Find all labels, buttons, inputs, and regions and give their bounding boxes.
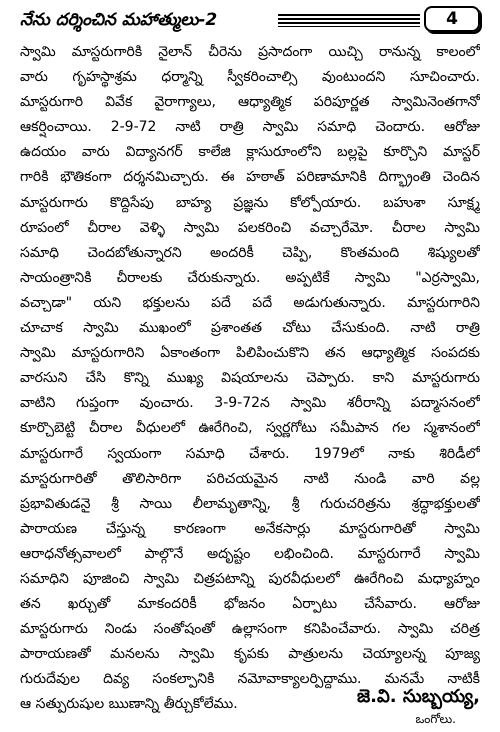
body-line: సమాధి చెందబోతున్నారని అందరికీ చెప్పి, కొంతమంది శిష్యులతో — [20, 244, 480, 261]
body-line: పారాయణతో మనలను స్వామి కృపకు పాత్రులను చెయ్యాలన్న పూజ్య — [20, 646, 480, 663]
body-line: సాయంత్రానికి చీరాలకు చేరుకున్నారు. అప్పటికే స్వామి "ఎర్రస్వామి, — [20, 269, 480, 286]
body-line: మాస్టరుగారితో తొలిసారిగా పరిచయమైన నాటి నుండి వారి వల్ల — [20, 470, 480, 487]
body-line: మాస్టరుగారే స్వయంగా సమాధి చేశారు. 1979లో నాకు శిరిడీలో — [20, 445, 480, 462]
page-number-badge: 4 — [424, 6, 480, 32]
body-line: వచ్చాడా" యని భక్తులను పదే పదే అడుగుతున్నారు. మాస్టరుగారిని — [20, 294, 480, 311]
body-line: వారసుని చేసి కొన్ని ముఖ్య విషయాలను చెప్పారు. కాని మాస్టరుగారు — [20, 370, 480, 387]
body-line: వాటిని గుప్తంగా వుంచారు. 3-9-72న స్వామి శరీరాన్ని పద్మాసనంలో — [20, 395, 480, 412]
body-line: వారు గృహస్థాశ్రమ ధర్మాన్ని స్వీకరించాల్సి వుంటుందని సూచించారు. — [20, 69, 480, 86]
body-line: మాస్టరుగారు నిండు సంతోషంతో ఉల్లాసంగా కనిపించేవారు. స్వామి చరిత్ర — [20, 621, 480, 638]
body-line: కూర్చొబెట్టి చీరాల వీధులలో ఊరేగించి, స్వర్ణగోటు సమీపాన గల స్మశానంలో — [20, 420, 480, 437]
body-line: స్వామి మాస్టరుగారిని ఏకాంతంగా పిలిపించుకొని తన ఆధ్యాత్మిక సంపదకు — [20, 345, 480, 362]
page-header — [20, 6, 482, 36]
body-line: రూపంలో చీరాల వెళ్ళి స్వామి పలకరించి వచ్చారేమో. చీరాల స్వామి — [20, 219, 480, 236]
body-line: సమాధిని పూజించి స్వామి చిత్రపటాన్ని పురవీధులలో ఊరేగించి మధ్యాహ్నం — [20, 570, 480, 587]
body-line: పారాయణ చేస్తున్న కారణంగా అనేకసార్లు మాస్టరుగారితో స్వామి — [20, 520, 480, 537]
body-line: ప్రభావితుడనై శ్రీ సాయి లీలామృతాన్ని, శ్రీ గురుచరిత్రను శ్రద్ధాభక్తులతో — [20, 495, 480, 512]
body-line: ఆ సత్పురుషుల ఋణాన్ని తీర్చుకోలేము. — [20, 696, 238, 713]
header-title: నేను దర్శించిన మహాత్ములు-2 — [20, 10, 218, 30]
article-body — [20, 40, 480, 718]
body-line: ఆరాధనోత్సవాలలో పాల్గొనే అదృష్టం లభించింది. మాస్టరుగారే స్వామి — [20, 545, 480, 562]
body-line: గారికి భౌతికంగా దర్శనమిచ్చారు. ఈ హఠాత్ పరిణామానికి దిగ్భ్రాంతి చెందిన — [20, 169, 480, 186]
author-place: ఒంగోలు. — [415, 712, 456, 726]
body-line: తన ఖర్చుతో మాకందరికీ భోజనం ఏర్పాటు చేసేవారు. ఆరోజు — [20, 596, 480, 613]
author-signature: జె.వి. సుబ్బయ్య, — [357, 686, 480, 707]
body-line: మాస్టరుగారి వివేక వైరాగ్యాలు, ఆధ్యాత్మిక పరిపూర్ణత స్వామినెంతగానో — [20, 94, 480, 111]
body-line: చూచాక స్వామి ముఖంలో ప్రశాంతత చోటు చేసుకుంది. నాటి రాత్రి — [20, 320, 480, 337]
body-line: గురుదేవుల దివ్య సంకల్పానికి నమోవాక్యాలర్పిద్దాము. మనమే నాటికీ — [20, 671, 480, 688]
header-rule — [278, 14, 420, 27]
body-line: మాస్టరుగారు కొద్దిసేపు బాహ్య ప్రజ్ఞను కోల్పోయారు. బహుశా సూక్ష్మ — [20, 194, 480, 211]
body-line: ఉదయం వారు విద్యానగర్ కాలేజి క్లాసురూంలోని బల్లపై కూర్చొని మాస్టర్ — [20, 144, 480, 161]
body-line: స్వామి మాస్టరుగారికి నైలాన్ చీరెను ప్రసాదంగా యిచ్చి రానున్న కాలంలో — [20, 44, 480, 60]
body-line: ఆకర్షించాయి. 2-9-72 నాటి రాత్రి స్వామి సమాధి చెందారు. ఆరోజు — [20, 119, 480, 136]
